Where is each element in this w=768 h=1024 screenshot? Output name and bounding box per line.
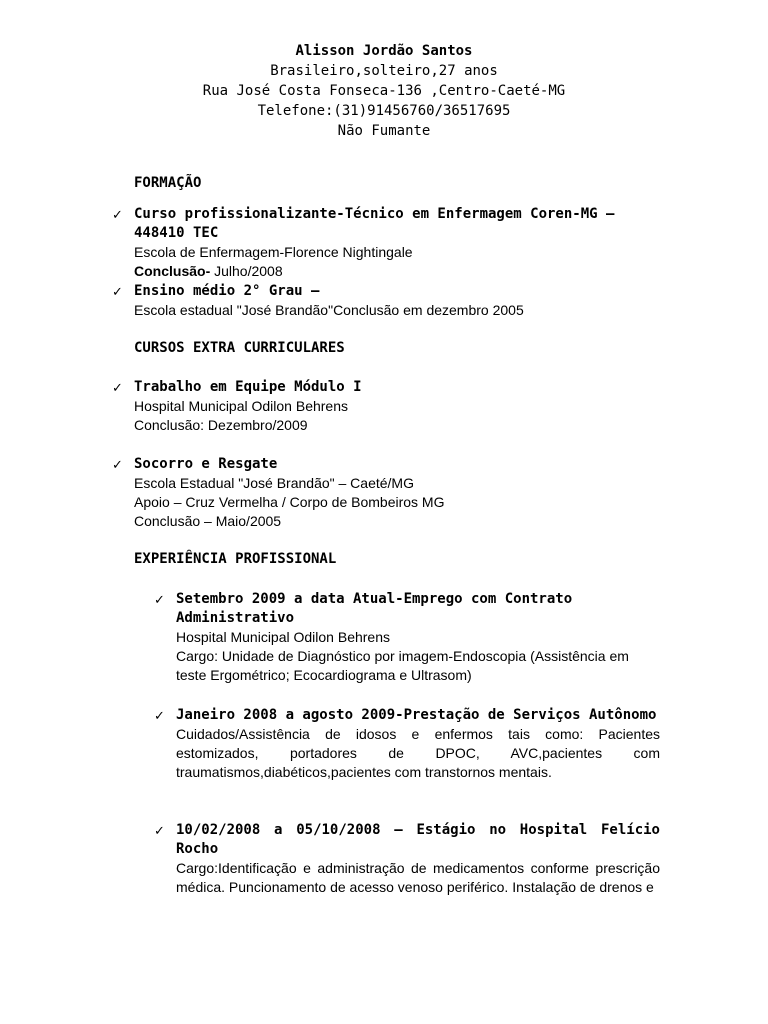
section-heading-cursos: CURSOS EXTRA CURRICULARES: [134, 340, 345, 356]
item-line: Conclusão: Dezembro/2009: [134, 417, 308, 433]
item-line: Hospital Municipal Odilon Behrens: [134, 398, 348, 414]
item-description: Cargo:Identificação e administração de medicamentos conforme prescrição médica. Puncionamento de acesso venoso periférico. Instalação de drenos e: [176, 860, 660, 895]
item-line: Cargo: Unidade de Diagnóstico por imagem-Endoscopia (Assistência em teste Ergométrico; Ecocardiograma e Ultrasom): [176, 648, 629, 683]
conclusion-label: Conclusão-: [134, 263, 211, 279]
item-school: Escola de Enfermagem-Florence Nightingale: [134, 244, 413, 260]
checkmark-icon: ✓: [112, 458, 123, 473]
formacao-item-1: [112, 205, 634, 281]
item-line: Apoio – Cruz Vermelha / Corpo de Bombeiros MG: [134, 494, 445, 510]
item-description: Cuidados/Assistência de idosos e enfermos tais como: Pacientes estomizados, portadores de DPOC, AVC,pacientes com traumatismos,diabéticos,pacientes com transtornos mentais.: [176, 726, 660, 780]
item-title: 10/02/2008 a 05/10/2008 – Estágio no Hospital Felício Rocho: [176, 822, 660, 857]
item-title: Janeiro 2008 a agosto 2009-Prestação de Serviços Autônomo: [176, 707, 657, 723]
checkmark-icon: ✓: [112, 208, 123, 223]
item-conclusion: [134, 262, 634, 281]
item-title: Ensino médio 2° Grau –: [134, 283, 320, 299]
item-title: Socorro e Resgate: [134, 456, 278, 472]
personal-info: Brasileiro,solteiro,27 anos: [270, 63, 498, 79]
experiencia-item-1: [154, 590, 660, 685]
cursos-item-1: [112, 378, 668, 435]
resume-header: [0, 41, 768, 141]
checkmark-icon: ✓: [154, 824, 165, 839]
item-line: Conclusão – Maio/2005: [134, 513, 282, 529]
item-line: Hospital Municipal Odilon Behrens: [176, 629, 390, 645]
item-title: Setembro 2009 a data Atual-Emprego com Contrato Administrativo: [176, 591, 573, 626]
item-school: Escola estadual "José Brandão"Conclusão em dezembro 2005: [134, 302, 524, 318]
address: Rua José Costa Fonseca-136 ,Centro-Caeté-MG: [202, 83, 566, 99]
checkmark-icon: ✓: [112, 381, 123, 396]
formacao-item-2: [112, 282, 668, 320]
checkmark-icon: ✓: [154, 709, 165, 724]
item-title: Curso profissionalizante-Técnico em Enfermagem Coren-MG – 448410 TEC: [134, 206, 615, 241]
item-line: Escola Estadual "José Brandão" – Caeté/MG: [134, 475, 414, 491]
phone: Telefone:(31)91456760/36517695: [257, 103, 511, 119]
item-title: Trabalho em Equipe Módulo I: [134, 379, 362, 395]
candidate-name: Alisson Jordão Santos: [295, 43, 473, 59]
section-heading-formacao: FORMAÇÃO: [134, 175, 202, 191]
cursos-item-2: [112, 455, 668, 531]
checkmark-icon: ✓: [112, 285, 123, 300]
experiencia-item-2: [154, 706, 660, 782]
experiencia-item-3: [154, 821, 660, 897]
conclusion-value: Julho/2008: [210, 263, 283, 279]
checkmark-icon: ✓: [154, 593, 165, 608]
non-smoker: Não Fumante: [337, 123, 431, 139]
section-heading-experiencia: EXPERIÊNCIA PROFISSIONAL: [134, 551, 337, 567]
